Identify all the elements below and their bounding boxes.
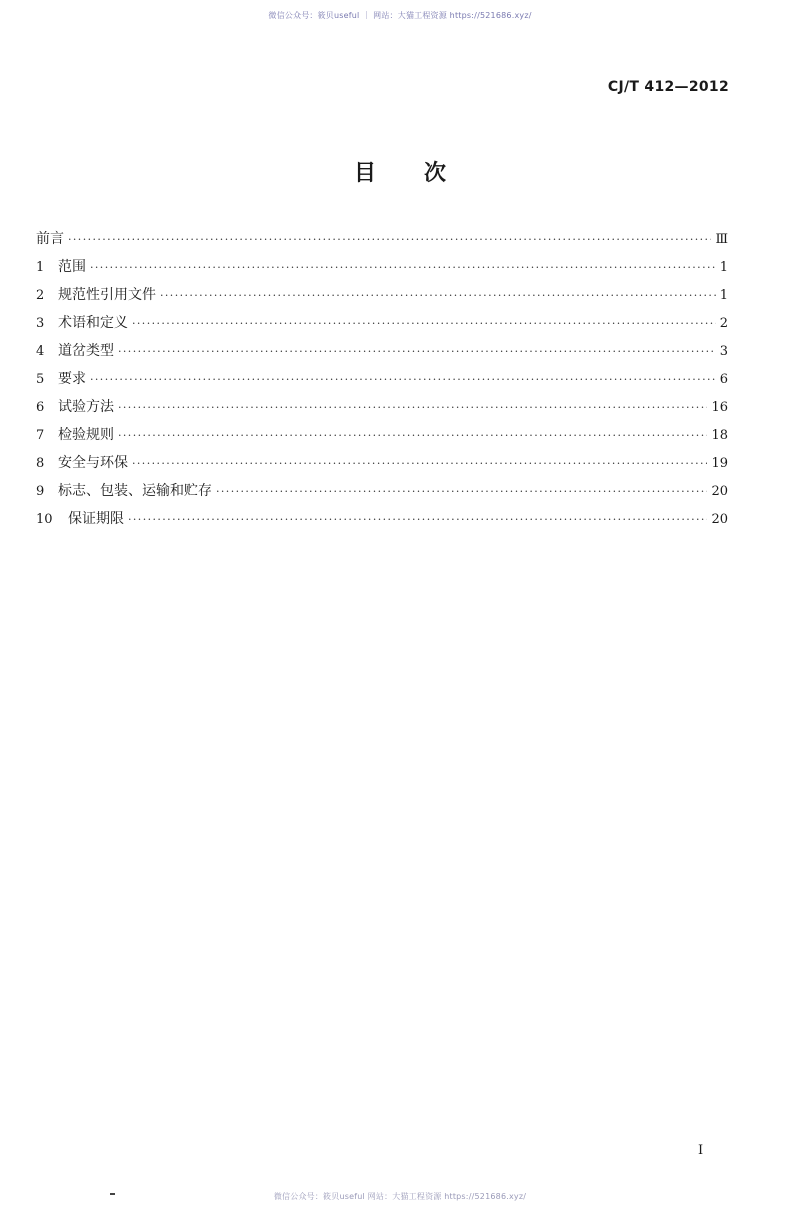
toc-section-number: 7: [36, 428, 45, 443]
toc-entry-6[interactable]: [36, 396, 728, 424]
toc-section-number: 2: [36, 288, 45, 303]
toc-leader-dots: [216, 485, 707, 498]
toc-section-number: 6: [36, 400, 45, 415]
toc-label: 安全与环保: [58, 455, 128, 471]
toc-page-number: 19: [711, 456, 728, 471]
toc-leader-dots: [90, 261, 716, 274]
watermark-top: 微信公众号：筱贝useful ｜ 网站：大猫工程资源 https://521686.xyz/: [268, 11, 532, 20]
page-title: [0, 156, 800, 187]
toc-label: 规范性引用文件: [58, 287, 156, 303]
toc-page-number: 1: [719, 260, 728, 275]
watermark-bottom: 微信公众号：筱贝useful 网站：大猫工程资源 https://521686.xyz/: [273, 1192, 527, 1201]
toc-label: 道岔类型: [58, 343, 114, 359]
toc-entry-2[interactable]: [36, 284, 728, 312]
toc-label: 试验方法: [58, 399, 114, 415]
toc-entry-4[interactable]: [36, 340, 728, 368]
toc-page-number: 2: [719, 316, 728, 331]
toc-page-number: 3: [719, 344, 728, 359]
toc-page-number: Ⅲ: [715, 232, 728, 247]
toc-section-number: 1: [36, 260, 45, 275]
toc-label: 保证期限: [68, 511, 124, 527]
toc-leader-dots: [160, 289, 716, 302]
toc-section-number: 4: [36, 344, 45, 359]
toc-page-number: 1: [719, 288, 728, 303]
toc-leader-dots: [118, 401, 707, 414]
toc-leader-dots: [128, 513, 707, 526]
toc-label: 要求: [58, 371, 86, 387]
standard-code: CJ/T 412—2012: [607, 79, 729, 95]
toc-section-number: 9: [36, 484, 45, 499]
toc-page-number: 20: [711, 484, 728, 499]
toc-leader-dots: [132, 457, 707, 470]
toc-entry-7[interactable]: [36, 424, 728, 452]
toc-section-number: 10: [36, 512, 53, 527]
toc-page-number: 20: [711, 512, 728, 527]
toc-label: 前言: [36, 231, 64, 247]
toc-leader-dots: [118, 345, 716, 358]
toc-label: 标志、包装、运输和贮存: [58, 483, 212, 499]
title-char-2: 次: [424, 161, 447, 186]
toc-label: 检验规则: [58, 427, 114, 443]
toc-page-number: 16: [711, 400, 728, 415]
toc-leader-dots: [68, 233, 711, 246]
toc-entry-foreword[interactable]: [36, 228, 728, 256]
toc-leader-dots: [90, 373, 716, 386]
toc-page-number: 18: [711, 428, 728, 443]
toc-entry-3[interactable]: [36, 312, 728, 340]
toc-entry-9[interactable]: [36, 480, 728, 508]
toc-entry-10[interactable]: [36, 508, 728, 536]
toc-label: 范围: [58, 259, 86, 275]
table-of-contents: [36, 228, 728, 536]
toc-section-number: 8: [36, 456, 45, 471]
toc-entry-5[interactable]: [36, 368, 728, 396]
toc-leader-dots: [132, 317, 716, 330]
toc-entry-1[interactable]: [36, 256, 728, 284]
page-number: I: [698, 1143, 704, 1158]
toc-page-number: 6: [719, 372, 728, 387]
toc-section-number: 5: [36, 372, 45, 387]
toc-entry-8[interactable]: [36, 452, 728, 480]
toc-leader-dots: [118, 429, 707, 442]
toc-section-number: 3: [36, 316, 45, 331]
toc-label: 术语和定义: [58, 315, 128, 331]
title-char-1: 目: [353, 161, 376, 186]
